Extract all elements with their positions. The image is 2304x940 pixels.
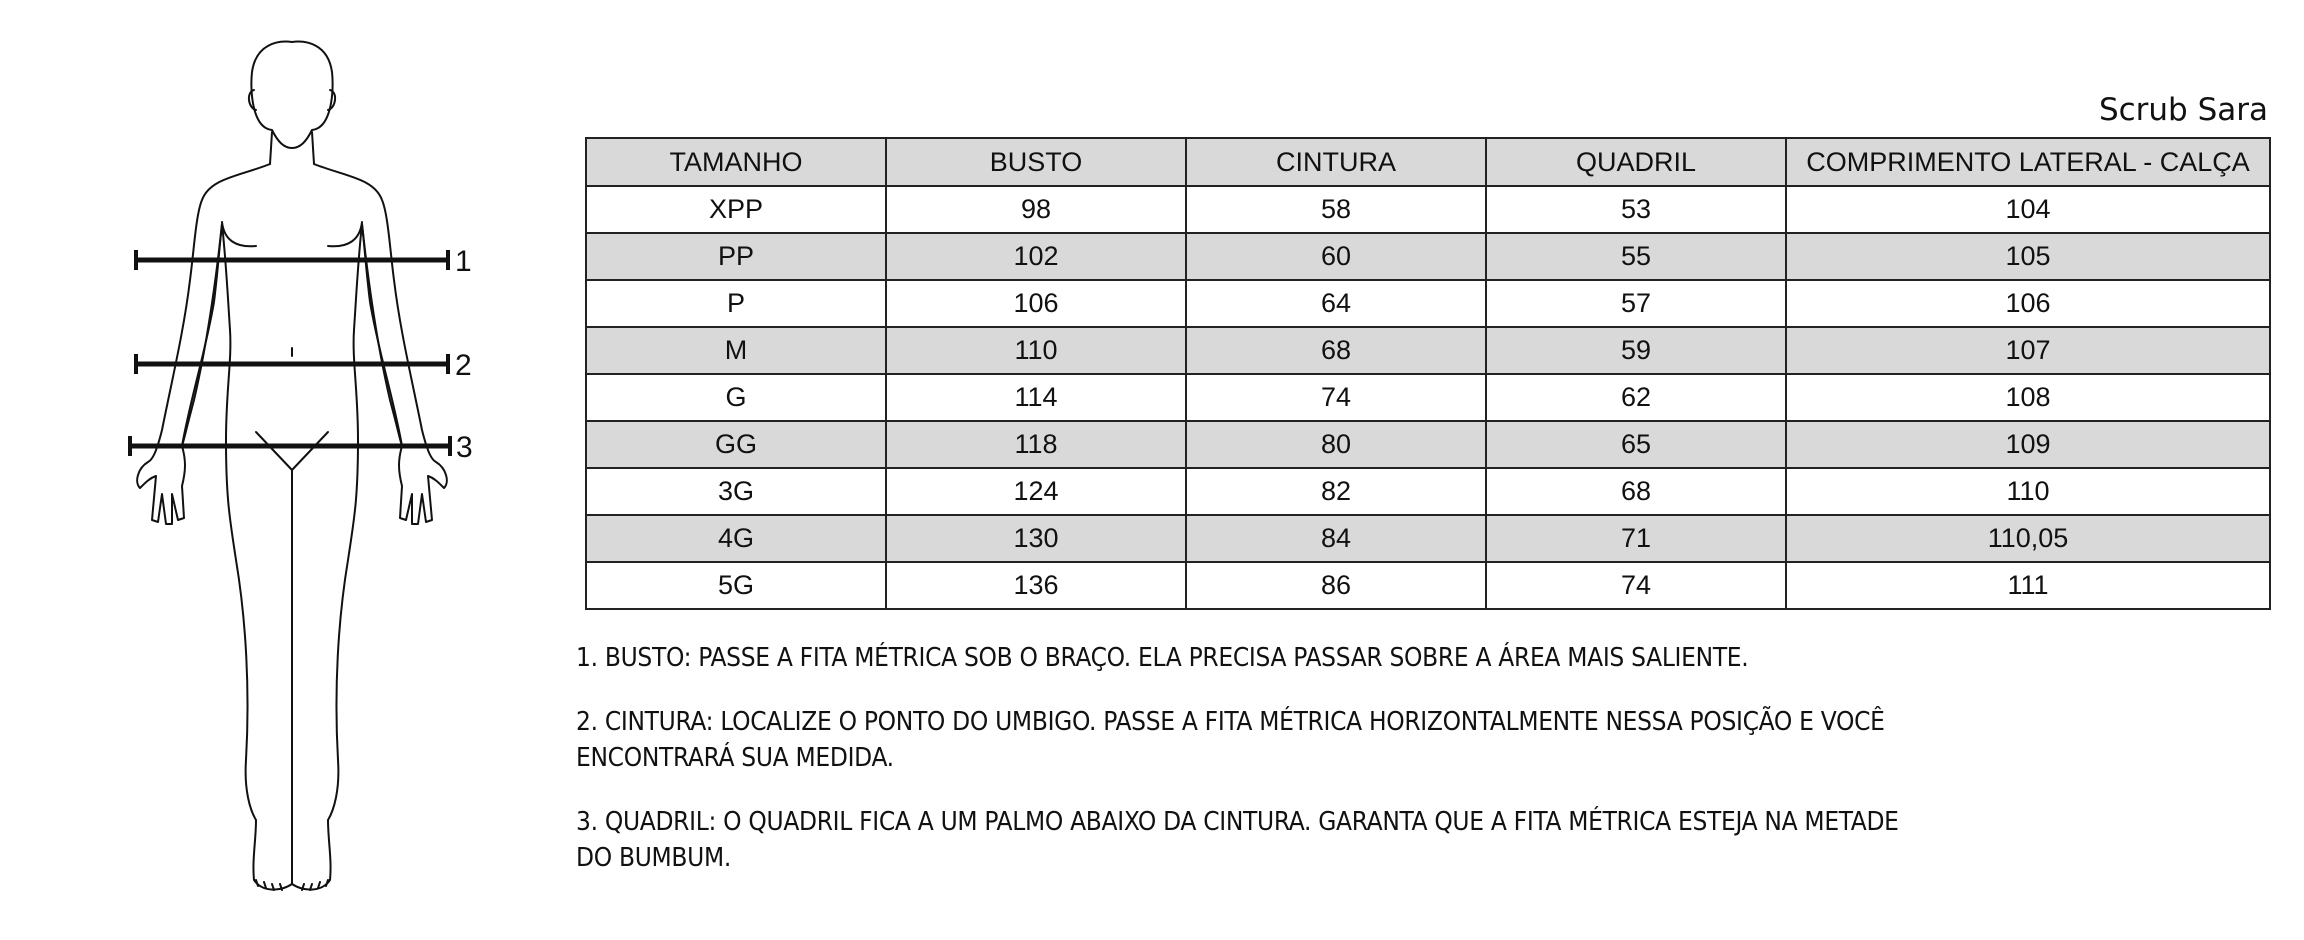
- table-cell: 102: [886, 233, 1186, 280]
- size-table: [585, 137, 2271, 610]
- table-cell: 107: [1786, 327, 2270, 374]
- table-row: [586, 468, 2270, 515]
- table-cell: G: [586, 374, 886, 421]
- table-row: [586, 280, 2270, 327]
- table-cell: XPP: [586, 186, 886, 233]
- table-cell: 130: [886, 515, 1186, 562]
- chest-right: [328, 222, 362, 246]
- table-cell: 110: [886, 327, 1186, 374]
- table-cell: 106: [886, 280, 1186, 327]
- table-cell: 59: [1486, 327, 1786, 374]
- table-cell: 68: [1486, 468, 1786, 515]
- table-cell: 106: [1786, 280, 2270, 327]
- table-cell: 64: [1186, 280, 1486, 327]
- header-cintura: CINTURA: [1186, 138, 1486, 186]
- table-cell: GG: [586, 421, 886, 468]
- table-cell: 68: [1186, 327, 1486, 374]
- marker-1: 1: [455, 245, 472, 278]
- table-cell: 109: [1786, 421, 2270, 468]
- table-cell: P: [586, 280, 886, 327]
- table-cell: 5G: [586, 562, 886, 609]
- table-cell: 82: [1186, 468, 1486, 515]
- table-cell: 111: [1786, 562, 2270, 609]
- table-header-row: [586, 138, 2270, 186]
- product-title: Scrub Sara: [2098, 92, 2268, 128]
- table-cell: 62: [1486, 374, 1786, 421]
- chest-left: [222, 222, 256, 246]
- table-cell: PP: [586, 233, 886, 280]
- table-cell: 118: [886, 421, 1186, 468]
- body-measurement-figure: [110, 30, 490, 910]
- header-quadril: QUADRIL: [1486, 138, 1786, 186]
- table-cell: 98: [886, 186, 1186, 233]
- table-row: [586, 186, 2270, 233]
- table-cell: 74: [1186, 374, 1486, 421]
- table-cell: 55: [1486, 233, 1786, 280]
- table-cell: 105: [1786, 233, 2270, 280]
- table-row: [586, 327, 2270, 374]
- table-row: [586, 233, 2270, 280]
- table-cell: 60: [1186, 233, 1486, 280]
- table-cell: 65: [1486, 421, 1786, 468]
- measurement-notes: [576, 640, 1956, 904]
- table-cell: 110: [1786, 468, 2270, 515]
- marker-3: 3: [456, 431, 473, 464]
- table-cell: 124: [886, 468, 1186, 515]
- head-outline: [251, 42, 332, 148]
- table-cell: M: [586, 327, 886, 374]
- note-hip: 3. QUADRIL: O QUADRIL FICA A UM PALMO ABAIXO DA CINTURA. GARANTA QUE A FITA MÉTRICA ESTEJA NA METADE DO BUMBUM.: [576, 807, 1899, 873]
- table-row: [586, 515, 2270, 562]
- table-cell: 104: [1786, 186, 2270, 233]
- left-side-outline: [137, 164, 292, 890]
- table-cell: 4G: [586, 515, 886, 562]
- table-cell: 86: [1186, 562, 1486, 609]
- table-cell: 53: [1486, 186, 1786, 233]
- header-comprimento: COMPRIMENTO LATERAL - CALÇA: [1786, 138, 2270, 186]
- table-row: [586, 562, 2270, 609]
- note-waist: 2. CINTURA: LOCALIZE O PONTO DO UMBIGO. PASSE A FITA MÉTRICA HORIZONTALMENTE NESSA POSIÇÃO E VOCÊ ENCONTRARÁ SUA MEDIDA.: [576, 707, 1885, 773]
- groin-line: [256, 432, 328, 470]
- header-busto: BUSTO: [886, 138, 1186, 186]
- table-row: [586, 374, 2270, 421]
- table-cell: 80: [1186, 421, 1486, 468]
- table-row: [586, 421, 2270, 468]
- right-side-outline: [292, 164, 447, 890]
- table-cell: 114: [886, 374, 1186, 421]
- note-bust: 1. BUSTO: PASSE A FITA MÉTRICA SOB O BRAÇO. ELA PRECISA PASSAR SOBRE A ÁREA MAIS SALIENTE.: [576, 643, 1749, 673]
- table-cell: 136: [886, 562, 1186, 609]
- marker-2: 2: [455, 349, 472, 382]
- table-cell: 3G: [586, 468, 886, 515]
- table-cell: 74: [1486, 562, 1786, 609]
- table-cell: 108: [1786, 374, 2270, 421]
- table-cell: 58: [1186, 186, 1486, 233]
- table-cell: 84: [1186, 515, 1486, 562]
- table-cell: 110,05: [1786, 515, 2270, 562]
- table-cell: 71: [1486, 515, 1786, 562]
- table-cell: 57: [1486, 280, 1786, 327]
- header-tamanho: TAMANHO: [586, 138, 886, 186]
